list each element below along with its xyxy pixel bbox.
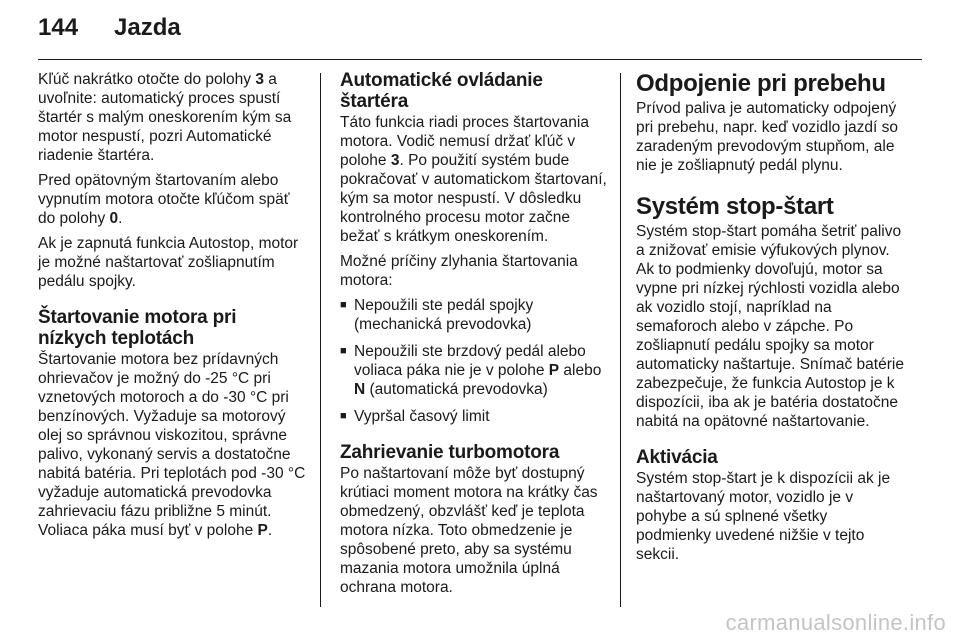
heading-fuel-cutoff: Odpojenie pri prebehu (636, 70, 886, 97)
paragraph-key-position: Kľúč nakrátko otočte do polohy 3 a uvoľnite: automatický proces spustí štartér s malým oneskorením kým sa motor nespustí, pozri Automatické riadenie štartéra. (38, 71, 292, 164)
column-2 (340, 70, 608, 603)
paragraph-turbo-warmup: Po naštartovaní môže byť dostupný krútiaci moment motora na krátky čas obmedzený, obzvlášť keď je teplota motora nízka. Toto obmedzenie je spôsobené preto, aby sa systému mazania motora umožnila úplná ochrana motora. (340, 465, 598, 596)
paragraph-activation: Systém stop-štart je k dispozícii ak je naštartovaný motor, vozidlo je v pohybe a sú splnené všetky podmienky uvedené nižšie v tejto sekcii. (636, 470, 891, 563)
paragraph-fuel-cutoff: Prívod paliva je automaticky odpojený pri prebehu, napr. keď vozidlo jazdí so zaradeným prevodovým stupňom, ale nie je zošliapnutý pedál plynu. (636, 100, 898, 174)
column-3 (636, 70, 904, 570)
list-item: ■ Nepoužili ste pedál spojky (mechanická prevodovka) (340, 297, 534, 333)
bullet-icon: ■ (340, 345, 347, 357)
column-divider-1 (320, 73, 321, 607)
paragraph-stop-start: Systém stop-štart pomáha šetriť palivo a znižovať emisie výfukových plynov. Ak to podmienky dovoľujú, motor sa vypne pri nízkej rýchlosti vozidla alebo ak vozidlo stojí, napríklad na semaforoch alebo v zápche. Po zošliapnutí pedálu spojky sa motor automaticky naštartuje. Snímač batérie zabezpečuje, že funkcia Autostop je k dispozícii, iba ak je batéria dostatočne nabitá na opätovné naštartovanie. (636, 223, 904, 430)
column-1 (38, 70, 306, 546)
paragraph-cold-start: Štartovanie motora bez prídavných ohrievačov je možný do -25 °C pri vznetových motoroch a do -30 °C pri benzínových. Vyžaduje sa motorový olej so správnou viskozitou, správne palivo, vykonaný servis a dostatočne nabitá batéria. Pri teplotách pod -30 °C vyžaduje automatická prevodovka zahrievaciu fázu približne 5 minút. Voliaca páka musí byť v polohe P. (38, 351, 306, 539)
heading-stop-start: Systém stop-štart (636, 193, 834, 220)
list-item: ■ Vypršal časový limit (340, 408, 490, 425)
heading-auto-starter: Automatické ovládanie štartéra (340, 70, 543, 112)
bullet-icon: ■ (340, 299, 347, 311)
failure-cause-list (340, 296, 608, 426)
heading-activation: Aktivácia (636, 447, 718, 468)
page-number: 144 (38, 14, 79, 41)
paragraph-key-return: Pred opätovným štartovaním alebo vypnutím motora otočte kľúčom späť do polohy 0. (38, 172, 290, 227)
list-item: ■ Nepoužili ste brzdový pedál alebo voliaca páka nie je v polohe P alebo N (automatická prevodovka) (340, 343, 602, 398)
section-title: Jazda (114, 14, 181, 41)
paragraph-autostop: Ak je zapnutá funkcia Autostop, motor je možné naštartovať zošliapnutím pedálu spojky. (38, 235, 299, 290)
bullet-icon: ■ (340, 410, 347, 422)
heading-turbo-warmup: Zahrievanie turbomotora (340, 442, 560, 463)
column-divider-2 (620, 73, 621, 607)
paragraph-failure-causes: Možné príčiny zlyhania štartovania motora: (340, 253, 578, 289)
paragraph-auto-starter: Táto funkcia riadi proces štartovania motora. Vodič nemusí držať kľúč v polohe 3. Po použití systém bude pokračovať v automatickom štartovaní, kým sa motor nespustí. V dôsledku kontrolného procesu motor začne bežať s krátkym oneskorením. (340, 114, 607, 245)
watermark: carmanualsonline.info (725, 610, 946, 635)
header-rule (38, 59, 922, 60)
page-header (38, 14, 181, 50)
heading-cold-start: Štartovanie motora pri nízkych teplotách (38, 307, 237, 349)
